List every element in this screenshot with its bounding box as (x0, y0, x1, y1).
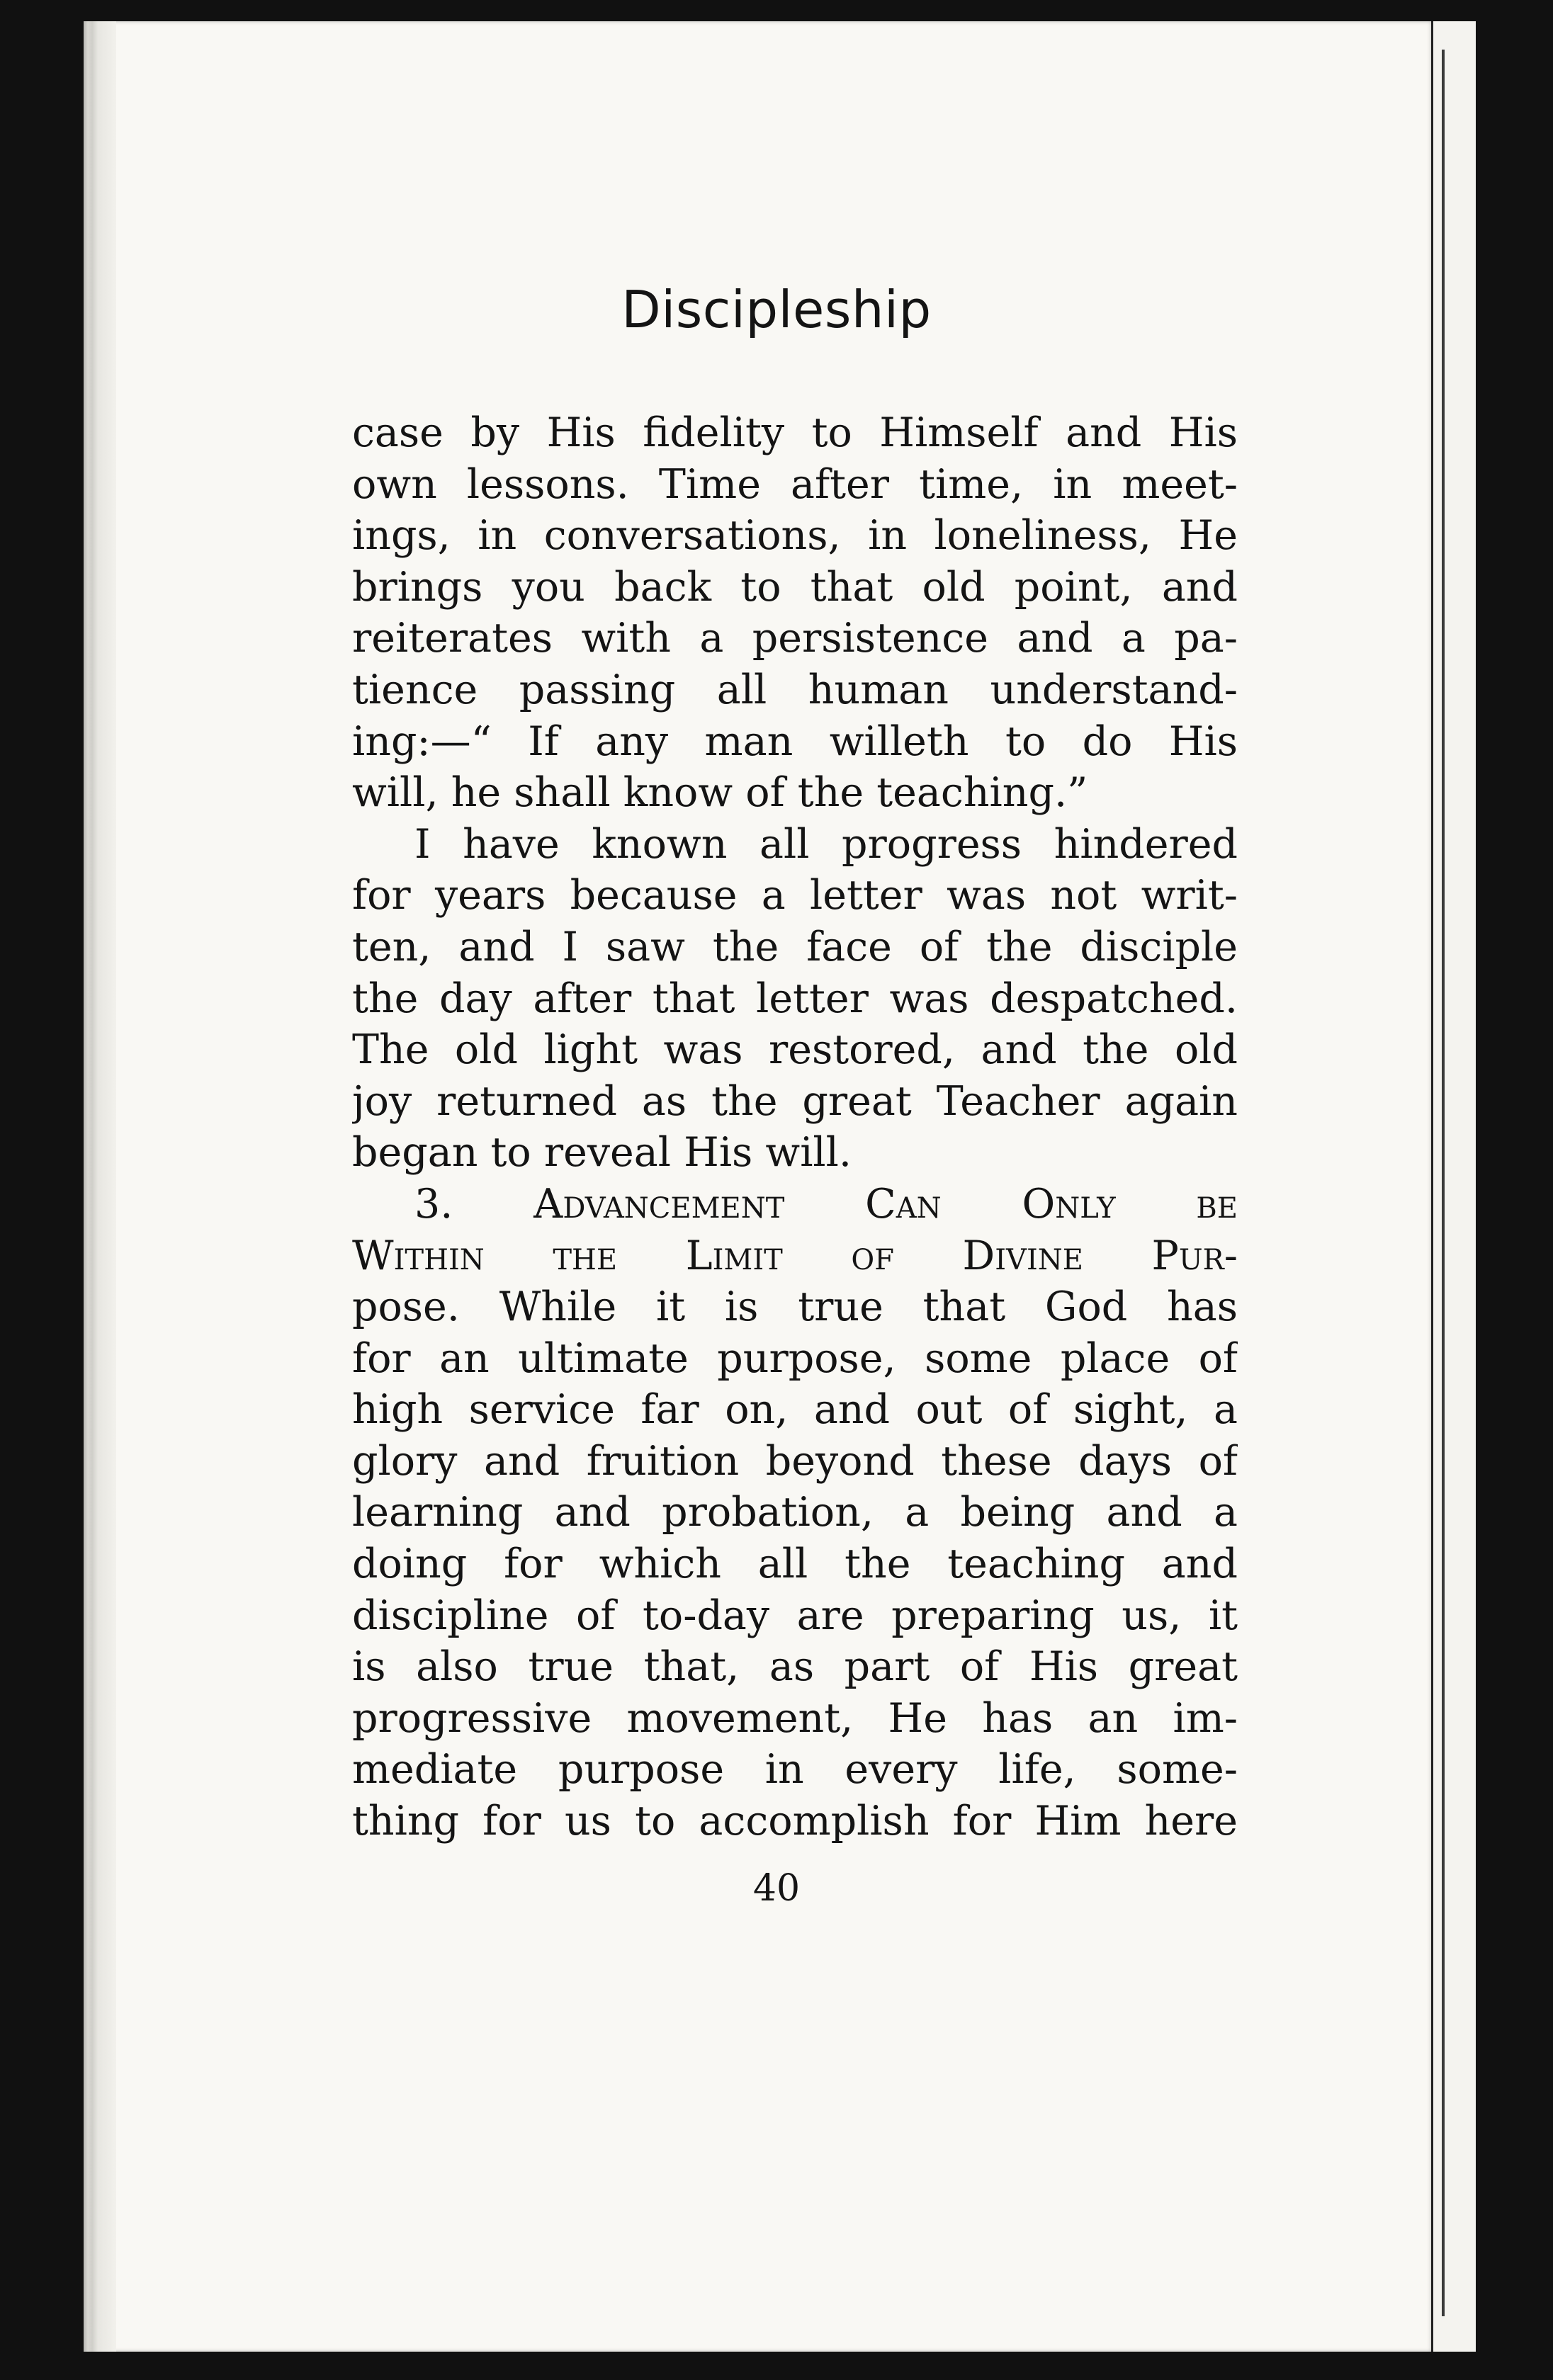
text-line: progressive movement, He has an im- (352, 1694, 1238, 1742)
text-line: for an ultimate purpose, some place of (352, 1334, 1238, 1382)
running-head: Discipleship (621, 280, 932, 339)
text-line: case by His fidelity to Himself and His (352, 409, 1238, 456)
text-line: is also true that, as part of His great (352, 1643, 1238, 1691)
text-line: for years because a letter was not writ- (352, 872, 1238, 919)
text-line: joy returned as the great Teacher again (352, 1077, 1238, 1125)
text-line: will, he shall know of the teaching.” (352, 769, 1088, 817)
text-line: learning and probation, a being and a (352, 1489, 1238, 1536)
text-line: the day after that letter was despatched. (352, 975, 1238, 1022)
next-page-edge (1433, 21, 1476, 2352)
text-line: high service far on, and out of sight, a (352, 1386, 1238, 1434)
text-line: ing:—“ If any man willeth to do His (352, 718, 1238, 765)
text-line: thing for us to accomplish for Him here (352, 1798, 1238, 1845)
text-line: mediate purpose in every life, some- (352, 1746, 1238, 1794)
text-line: doing for which all the teaching and (352, 1541, 1238, 1588)
text-line: own lessons. Time after time, in meet- (352, 460, 1238, 508)
text-line: The old light was restored, and the old (352, 1026, 1238, 1074)
text-line: ings, in conversations, in loneliness, He (352, 512, 1238, 560)
page-number: 40 (752, 1867, 801, 1910)
page-edge-line (1431, 21, 1433, 2352)
section-heading-line: Within the Limit of Divine Pur- (352, 1232, 1238, 1279)
section-heading-line: 3. Advancement Can Only be (414, 1180, 1238, 1228)
text-line: brings you back to that old point, and (352, 563, 1238, 611)
text-line: began to reveal His will. (352, 1129, 852, 1177)
page-gutter (84, 21, 116, 2352)
text-line: reiterates with a persistence and a pa- (352, 615, 1238, 662)
text-line: discipline of to-day are preparing us, it (352, 1592, 1238, 1639)
text-line: ten, and I saw the face of the disciple (352, 923, 1238, 970)
text-line: glory and fruition beyond these days of (352, 1437, 1238, 1485)
text-line: tience passing all human understand- (352, 666, 1238, 713)
body-text (352, 407, 1238, 1847)
text-line: I have known all progress hindered (414, 820, 1238, 868)
text-line: pose. While it is true that God has (352, 1284, 1238, 1331)
